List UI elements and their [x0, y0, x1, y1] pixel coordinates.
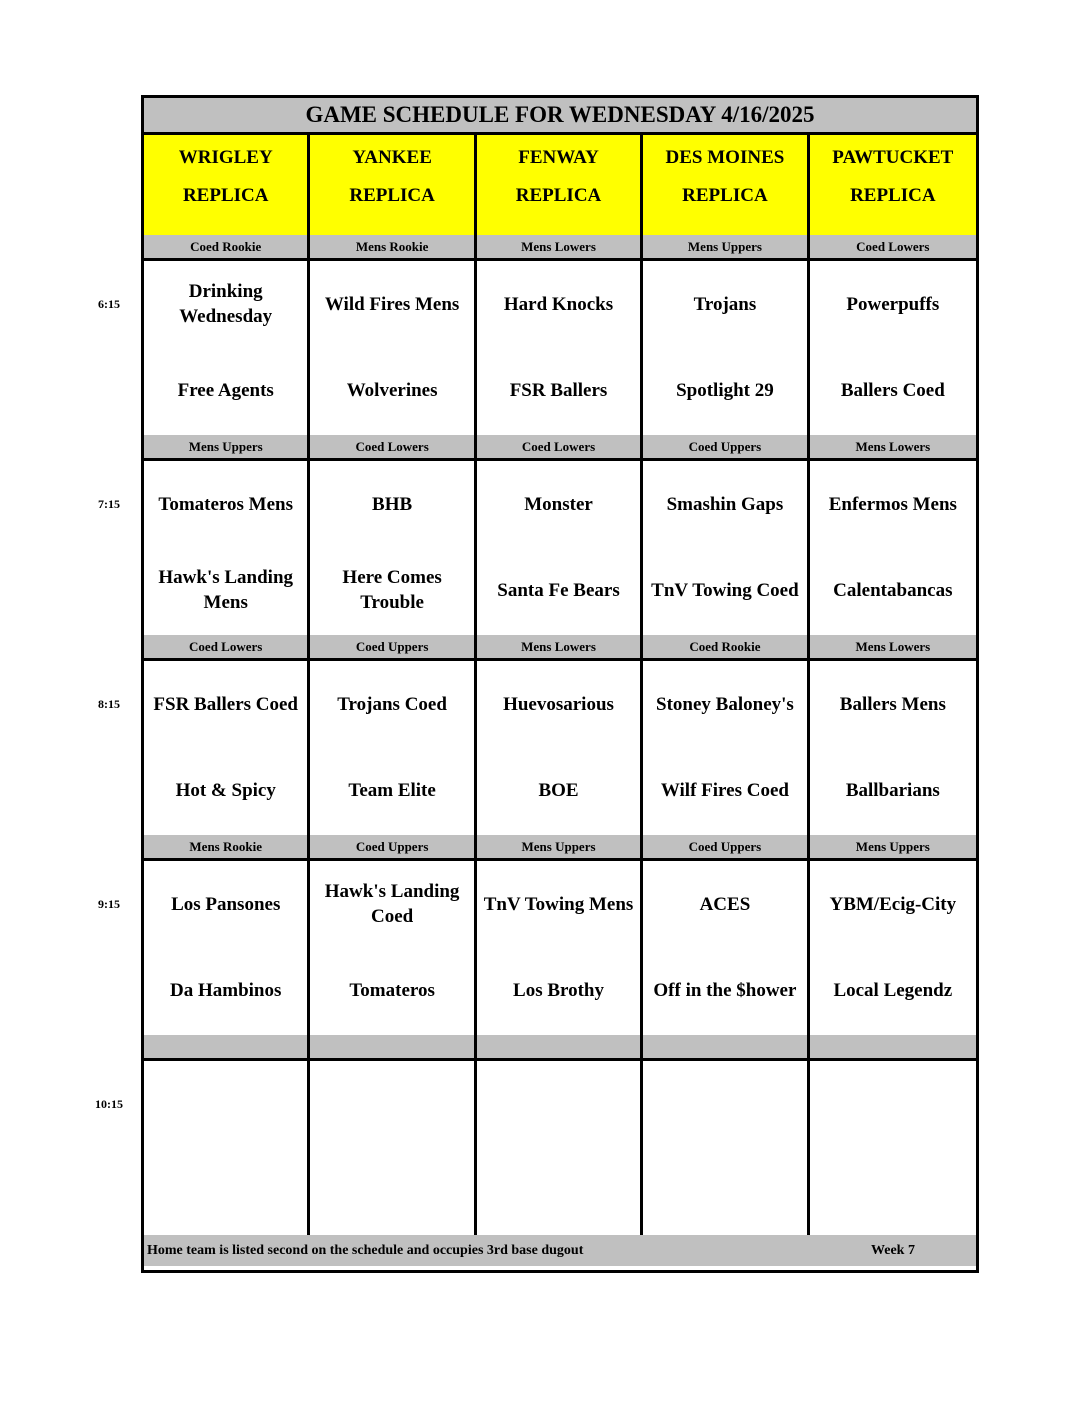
division-label: Coed Rookie [144, 235, 310, 258]
division-label: Coed Uppers [643, 835, 809, 858]
home-team: Hot & Spicy [175, 779, 276, 801]
home-team [477, 1147, 640, 1233]
game-cell [144, 261, 310, 435]
game-cell [310, 261, 476, 435]
away-team: Ballers Mens [839, 693, 946, 715]
home-team: Hawk's Landing Mens [158, 567, 294, 613]
field-subtitle: REPLICA [182, 185, 269, 206]
field-subtitle: REPLICA [515, 185, 602, 206]
division-label: Mens Lowers [477, 235, 643, 258]
division-label [144, 1035, 310, 1058]
home-team: BOE [538, 779, 579, 801]
division-label [477, 1035, 643, 1058]
away-team: Wild Fires Mens [324, 293, 460, 315]
away-team: BHB [372, 493, 413, 515]
division-label: Coed Uppers [310, 635, 476, 658]
field-subtitle: REPLICA [349, 185, 435, 206]
field-name: YANKEE [352, 147, 432, 168]
division-label: Mens Lowers [855, 438, 931, 454]
division-label: Coed Lowers [144, 635, 310, 658]
away-team: Drinking Wednesday [179, 281, 273, 327]
division-row [144, 635, 976, 661]
away-team: Powerpuffs [846, 293, 940, 315]
division-label [310, 1035, 476, 1058]
home-team [643, 1147, 806, 1233]
home-team [144, 1147, 307, 1233]
field-header-des-moines [643, 135, 809, 235]
home-team: Wolverines [346, 379, 438, 401]
division-label: Mens Lowers [855, 638, 931, 654]
schedule-table [141, 95, 979, 1273]
home-team: Team Elite [348, 779, 436, 801]
away-team [643, 1061, 806, 1147]
division-label: Coed Lowers [477, 435, 643, 458]
field-header-fenway [477, 135, 643, 235]
away-team: Hard Knocks [503, 293, 614, 315]
away-team: Trojans Coed [337, 693, 447, 715]
home-team: Wilf Fires Coed [660, 779, 789, 801]
game-cell [477, 1061, 643, 1235]
game-cell [144, 461, 310, 635]
home-team: Los Brothy [513, 979, 604, 1001]
game-cell [477, 261, 643, 435]
away-team [144, 1061, 307, 1147]
game-cell [477, 461, 643, 635]
field-name: DES MOINES [665, 147, 785, 168]
division-label: Mens Uppers [477, 835, 643, 858]
field-subtitle: REPLICA [850, 185, 936, 206]
home-team: Ballbarians [845, 779, 940, 801]
division-row [144, 235, 976, 261]
game-row [144, 661, 976, 838]
home-team: FSR Ballers [509, 379, 608, 401]
away-team [310, 1061, 473, 1147]
away-team: FSR Ballers Coed [153, 693, 298, 715]
game-row [144, 1061, 976, 1238]
field-name: WRIGLEY [178, 147, 273, 168]
game-row [144, 261, 976, 438]
game-cell [310, 461, 476, 635]
away-team: Trojans [693, 293, 757, 315]
game-cell [643, 661, 809, 835]
game-cell [144, 861, 310, 1035]
division-label: Mens Uppers [643, 235, 809, 258]
away-team: Tomateros Mens [158, 493, 293, 515]
division-row [144, 835, 976, 861]
division-row [144, 435, 976, 461]
field-header-wrigley [144, 135, 310, 235]
away-team: YBM/Ecig-City [829, 893, 957, 915]
home-team: Local Legendz [833, 979, 953, 1001]
division-label [810, 1035, 976, 1058]
game-cell [477, 661, 643, 835]
home-team: TnV Towing Coed [651, 579, 799, 601]
game-cell [310, 861, 476, 1035]
field-subtitle: REPLICA [682, 185, 768, 206]
away-team [810, 1061, 976, 1147]
away-team: Smashin Gaps [666, 493, 784, 515]
home-team: Tomateros [349, 979, 435, 1001]
away-team: Stoney Baloney's [656, 693, 794, 715]
game-cell [643, 261, 809, 435]
away-team: Hawk's Landing Coed [324, 881, 460, 927]
game-cell [643, 1061, 809, 1235]
away-team [477, 1061, 640, 1147]
division-label: Coed Lowers [856, 238, 930, 254]
division-label: Mens Rookie [144, 835, 310, 858]
division-row [144, 1035, 976, 1061]
home-team [310, 1147, 473, 1233]
time-label: 7:15 [98, 497, 120, 511]
home-team: Free Agents [177, 379, 274, 401]
field-name: PAWTUCKET [832, 147, 954, 168]
home-team: Da Hambinos [170, 979, 282, 1001]
time-label: 10:15 [95, 1097, 123, 1111]
home-team: Here Comes Trouble [342, 567, 442, 613]
game-cell [810, 861, 976, 1035]
away-team: Huevosarious [503, 693, 614, 715]
home-team: Ballers Coed [840, 379, 945, 401]
division-label: Mens Uppers [855, 838, 930, 854]
game-cell [643, 861, 809, 1035]
home-team: Calentabancas [833, 579, 953, 601]
away-team: Monster [524, 493, 593, 515]
field-header-pawtucket [810, 135, 976, 235]
away-team: Enfermos Mens [828, 493, 957, 515]
home-team-note: Home team is listed second on the schedule and occupies 3rd base dugout [147, 1243, 584, 1258]
division-label: Mens Uppers [144, 435, 310, 458]
schedule-title: GAME SCHEDULE FOR WEDNESDAY 4/16/2025 [144, 98, 976, 135]
game-cell [810, 461, 976, 635]
game-cell [810, 261, 976, 435]
time-label: 8:15 [98, 697, 120, 711]
time-label: 9:15 [98, 897, 120, 911]
division-label: Mens Rookie [310, 235, 476, 258]
division-label: Coed Rookie [643, 635, 809, 658]
home-team: Spotlight 29 [676, 379, 774, 401]
game-cell [144, 661, 310, 835]
schedule-footer [144, 1235, 976, 1266]
game-cell [810, 661, 976, 835]
game-cell [144, 1061, 310, 1235]
game-cell [810, 1061, 976, 1235]
home-team: Off in the $hower [653, 979, 797, 1001]
division-label: Coed Uppers [310, 835, 476, 858]
away-team: Los Pansones [171, 893, 281, 915]
division-label: Coed Uppers [643, 435, 809, 458]
game-row [144, 861, 976, 1038]
game-cell [310, 661, 476, 835]
field-header-row [144, 135, 976, 238]
away-team: TnV Towing Mens [483, 893, 634, 915]
home-team: Santa Fe Bears [497, 579, 620, 601]
home-team [810, 1147, 976, 1233]
field-header-yankee [310, 135, 476, 235]
game-row [144, 461, 976, 638]
time-label: 6:15 [98, 297, 120, 311]
game-cell [310, 1061, 476, 1235]
game-cell [643, 461, 809, 635]
away-team: ACES [699, 893, 751, 915]
division-label [643, 1035, 809, 1058]
division-label: Mens Lowers [477, 635, 643, 658]
field-name: FENWAY [518, 147, 599, 168]
division-label: Coed Lowers [310, 435, 476, 458]
game-cell [477, 861, 643, 1035]
week-label: Week 7 [871, 1243, 915, 1258]
